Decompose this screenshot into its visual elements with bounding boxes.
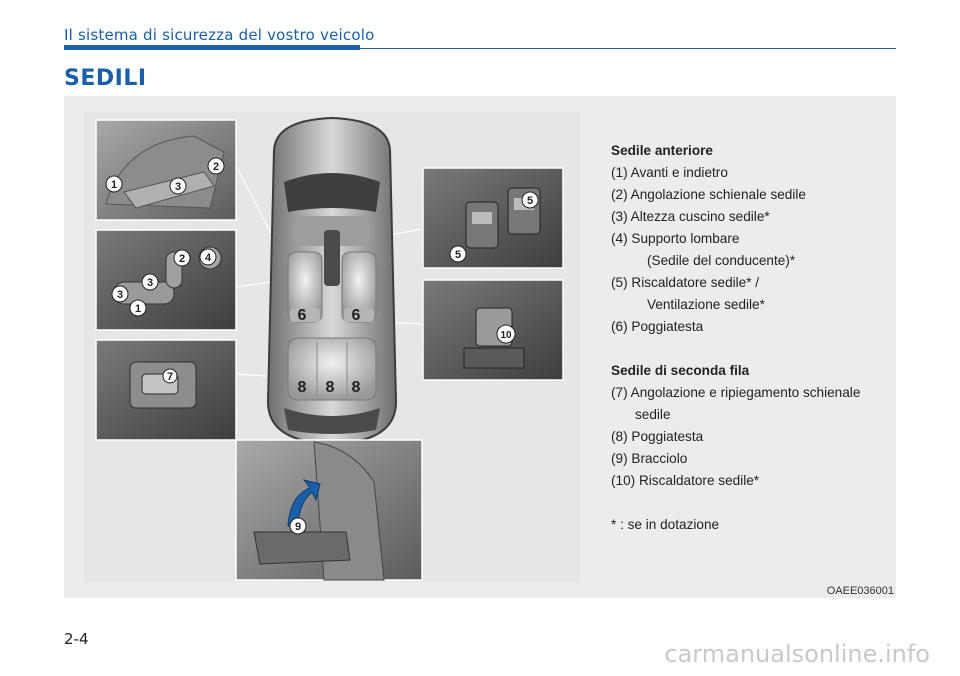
svg-text:3: 3 — [146, 277, 154, 289]
legend-item-6: (6) Poggiatesta — [611, 319, 704, 334]
callout-2 — [208, 158, 224, 174]
legend-item-1: (1) Avanti e indietro — [611, 165, 728, 180]
legend-item-2: (2) Angolazione schienale sedile — [611, 187, 806, 202]
svg-text:3: 3 — [116, 289, 124, 301]
callout-2b — [174, 250, 190, 266]
legend-heading-front: Sedile anteriore — [611, 143, 713, 158]
legend-item-3: (3) Altezza cuscino sedile* — [611, 209, 770, 224]
section-title: SEDILI — [64, 66, 147, 91]
svg-text:2: 2 — [178, 253, 186, 265]
legend-heading-rear: Sedile di seconda fila — [611, 363, 750, 378]
panel-driver-controls — [96, 230, 236, 330]
figure-code: OAEE036001 — [826, 585, 894, 597]
legend-footnote: * : se in dotazione — [611, 517, 720, 532]
svg-text:7: 7 — [166, 371, 174, 383]
callout-3c — [112, 286, 128, 302]
legend-item-7: (7) Angolazione e ripiegamento schienale sedile — [611, 385, 861, 422]
legend-item-5: (5) Riscaldatore sedile* / Ventilazione sedile* — [611, 275, 765, 312]
legend-item-9: (9) Bracciolo — [611, 451, 688, 466]
callout-5a — [522, 192, 538, 208]
callout-1b — [130, 300, 146, 316]
callout-5b — [450, 246, 466, 262]
svg-text:3: 3 — [174, 181, 182, 193]
svg-text:1: 1 — [134, 303, 142, 315]
panel-rear-heater-button — [423, 280, 563, 380]
legend-item-8: (8) Poggiatesta — [611, 429, 704, 444]
callout-8c: 8 — [351, 379, 361, 396]
callout-8a: 8 — [297, 379, 307, 396]
callout-6b: 6 — [351, 307, 361, 324]
svg-text:4: 4 — [204, 252, 212, 264]
seat-illustration — [84, 112, 580, 582]
callout-9 — [290, 518, 306, 534]
callout-10 — [497, 325, 515, 343]
callout-8b: 8 — [325, 379, 335, 396]
svg-text:1: 1 — [110, 179, 118, 191]
panel-rear-fold-lever — [96, 340, 236, 440]
watermark: carmanualsonline.info — [664, 640, 930, 668]
svg-text:10: 10 — [500, 330, 512, 341]
callout-4 — [200, 249, 216, 265]
header-rule — [64, 45, 360, 50]
callout-7 — [163, 369, 177, 383]
callout-3b — [142, 274, 158, 290]
svg-text:5: 5 — [526, 195, 534, 207]
header-rule-thin — [360, 48, 896, 49]
callout-6a: 6 — [297, 307, 307, 324]
panel-seat-heater-buttons — [423, 168, 563, 268]
svg-text:5: 5 — [454, 249, 462, 261]
legend — [611, 140, 896, 536]
svg-text:9: 9 — [294, 521, 302, 533]
svg-text:2: 2 — [212, 161, 220, 173]
legend-item-4: (4) Supporto lombare (Sedile del conducente)* — [611, 231, 796, 268]
callout-1 — [106, 176, 122, 192]
callout-3 — [170, 178, 186, 194]
page-number: 2-4 — [64, 630, 89, 648]
legend-item-10: (10) Riscaldatore sedile* — [611, 473, 760, 488]
panel-rear-armrest — [236, 440, 422, 580]
header-title: Il sistema di sicurezza del vostro veicolo — [64, 26, 375, 44]
